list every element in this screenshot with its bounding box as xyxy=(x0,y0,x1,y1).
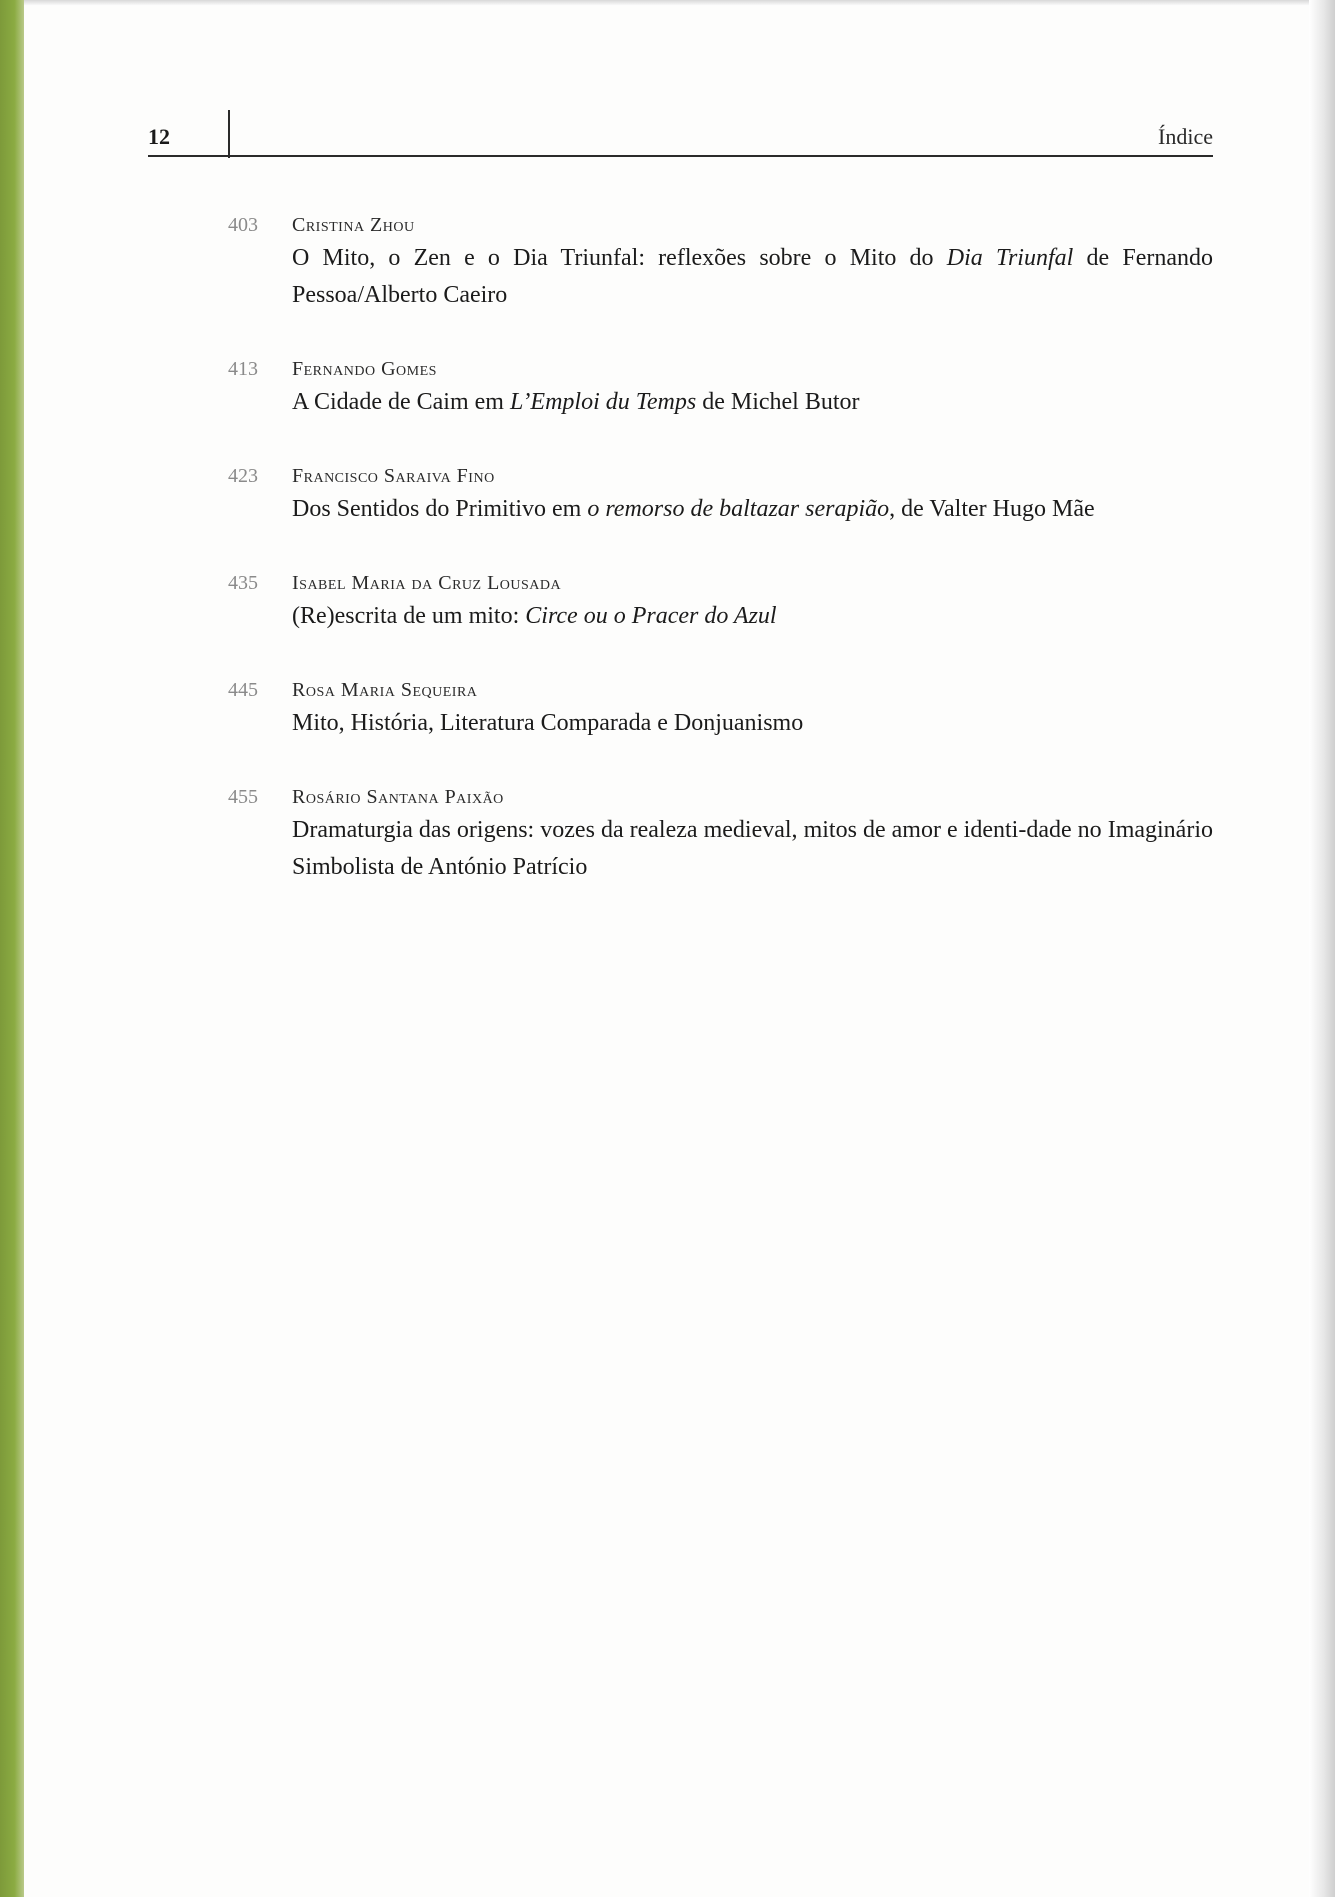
toc-entry-author: Isabel Maria da Cruz Lousada xyxy=(292,572,562,594)
toc-entry-author: Rosário Santana Paixão xyxy=(292,786,504,808)
toc-entry xyxy=(228,212,1213,314)
toc-entry-text xyxy=(292,784,1213,886)
title-segment: , de Valter Hugo Mãe xyxy=(889,496,1095,522)
toc-entry xyxy=(228,784,1213,886)
page-number: 12 xyxy=(148,124,170,149)
toc-entry-page-number: 445 xyxy=(228,679,258,701)
toc-entry-text xyxy=(292,677,1213,742)
toc-entry xyxy=(228,356,1213,421)
title-italic-segment: Circe ou o Pracer do Azul xyxy=(525,603,777,629)
title-italic-segment: o remorso de baltazar serapião xyxy=(587,496,890,522)
toc-entry-text xyxy=(292,356,1213,421)
section-title: Índice xyxy=(1158,124,1213,149)
toc-entry-text xyxy=(292,570,1213,635)
title-segment: A Cidade de Caim em xyxy=(292,389,510,415)
toc-entry xyxy=(228,570,1213,635)
book-spine-edge xyxy=(0,0,24,1897)
toc-entry xyxy=(228,677,1213,742)
title-segment: O Mito, o Zen e o Dia Triunfal: reflexões sobre o Mito do xyxy=(292,245,947,271)
title-segment: Dos Sentidos do Primitivo em xyxy=(292,496,588,522)
toc-entry-page-number: 423 xyxy=(228,465,258,487)
toc-entry-title xyxy=(292,812,1213,886)
toc-entry-title xyxy=(292,598,1213,635)
title-italic-segment: L’Emploi du Temps xyxy=(509,389,697,415)
toc-entry-text xyxy=(292,463,1213,528)
toc-entry-title xyxy=(292,240,1213,314)
title-segment: Dramaturgia das origens: vozes da realeza medieval, mitos de amor e identi-dade no Imaginário Simbolista de António Patrício xyxy=(292,817,1213,880)
toc-entry-page-number: 413 xyxy=(228,358,258,380)
toc-entry-title xyxy=(292,384,1213,421)
toc-entry-title xyxy=(292,491,1213,528)
toc-entry-author: Fernando Gomes xyxy=(292,358,437,380)
scan-right-edge xyxy=(1309,0,1335,1897)
scan-top-edge xyxy=(24,0,1309,6)
running-head xyxy=(148,118,1213,158)
header-vertical-rule xyxy=(228,110,230,158)
toc-entry xyxy=(228,463,1213,528)
table-of-contents xyxy=(228,212,1213,928)
toc-entry-page-number: 403 xyxy=(228,214,258,236)
toc-entry-author: Cristina Zhou xyxy=(292,214,415,236)
toc-entry-text xyxy=(292,212,1213,314)
header-rule xyxy=(148,155,1213,157)
toc-entry-page-number: 455 xyxy=(228,786,258,808)
title-italic-segment: Dia Triunfal xyxy=(946,245,1074,271)
toc-entry-author: Rosa Maria Sequeira xyxy=(292,679,478,701)
title-segment: (Re)escrita de um mito: xyxy=(292,603,526,629)
title-segment: de Fernando Pessoa/Alberto Caeiro xyxy=(292,245,1213,308)
toc-entry-page-number: 435 xyxy=(228,572,258,594)
toc-entry-title xyxy=(292,705,1213,742)
title-segment: Mito, História, Literatura Comparada e Donjuanismo xyxy=(292,710,804,736)
toc-entry-author: Francisco Saraiva Fino xyxy=(292,465,495,487)
title-segment: de Michel Butor xyxy=(696,389,860,415)
